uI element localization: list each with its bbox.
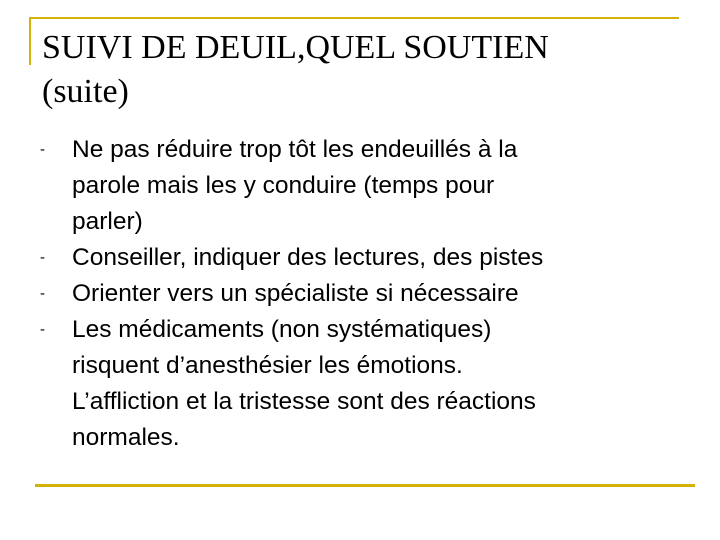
frame-left-line [29, 17, 31, 65]
bullet-text-line: normales. [72, 424, 180, 451]
bullet-dash-icon: - [40, 321, 45, 338]
bullet-text-line: risquent d’anesthésier les émotions. [72, 352, 463, 379]
bullet-text-line: L’affliction et la tristesse sont des réactions [72, 388, 536, 415]
bullet-item [40, 276, 680, 312]
bullet-list [40, 132, 680, 456]
bullet-text-line: Ne pas réduire trop tôt les endeuillés à la [72, 136, 518, 163]
bullet-text-line: Orienter vers un spécialiste si nécessaire [72, 280, 519, 307]
bullet-text-line: Les médicaments (non systématiques) [72, 316, 492, 343]
bullet-text-line: Conseiller, indiquer des lectures, des pistes [72, 244, 544, 271]
bullet-item [40, 240, 680, 276]
bullet-text-line: parole mais les y conduire (temps pour [72, 172, 495, 199]
title-line-2: (suite) [42, 73, 129, 110]
frame-top-line [29, 17, 679, 19]
title-line-1: SUIVI DE DEUIL,QUEL SOUTIEN [42, 29, 549, 66]
frame-bottom-line [35, 484, 695, 487]
slide-title [42, 26, 682, 114]
bullet-dash-icon: - [40, 285, 45, 302]
bullet-item [40, 132, 680, 240]
bullet-dash-icon: - [40, 141, 45, 158]
bullet-dash-icon: - [40, 249, 45, 266]
bullet-item [40, 312, 680, 456]
bullet-text-line: parler) [72, 208, 143, 235]
